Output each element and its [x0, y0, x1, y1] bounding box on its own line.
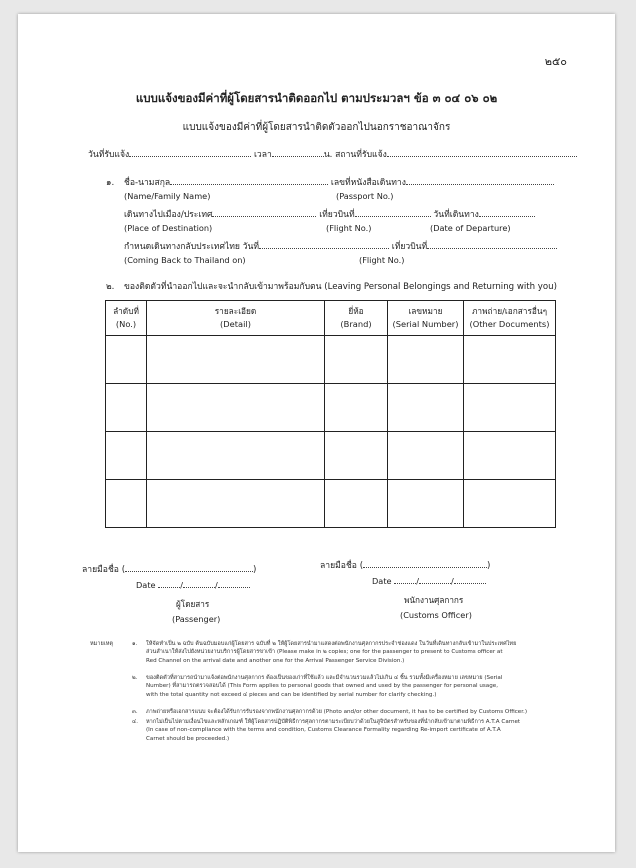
note-1-number: ๑. — [132, 641, 138, 647]
return-date-field[interactable] — [259, 240, 389, 249]
page-number: ๒๕๐ — [544, 55, 567, 68]
passenger-date-line: Date / / — [136, 579, 250, 590]
officer-title-th: พนักงานศุลกากร — [404, 595, 464, 605]
flight-en: (Flight No.) — [326, 223, 372, 233]
passenger-date-year[interactable] — [218, 579, 250, 588]
table-cell[interactable] — [106, 432, 147, 480]
note-1: ให้จัดทำเป็น ๒ ฉบับ ต้นฉบับมอบแก่ผู้โดยสาร ฉบับที่ ๒ ให้ผู้โดยสารนำมาแสดงต่อพนักงานศุลกากรประจำช่องแดง ในวันที่เดินทางกลับเข้ามาในประเทศไทย ส่วนสำเนาให้ส่งไปยังหน่วยงานบริการผู้โดยสารขาเข้า (Please make in ๒ copies; one for the passenger to present to Customs officer at Red Channel on the arrival date and another one for the Arrival Passenger Service Division.) — [146, 641, 517, 664]
table-cell[interactable] — [388, 384, 464, 432]
report-place-label: สถานที่รับแจ้ง — [335, 150, 387, 160]
departure-en: (Date of Departure) — [430, 223, 511, 233]
note-3-number: ๓. — [132, 709, 138, 715]
form-title: แบบแจ้งของมีค่าที่ผู้โดยสารนำติดออกไป ตามประมวลฯ ข้อ ๓ ๐๔ ๐๖ ๐๒ — [135, 91, 498, 105]
table-cell[interactable] — [464, 480, 556, 528]
flight-field[interactable] — [355, 208, 431, 217]
table-cell[interactable] — [147, 384, 325, 432]
table-cell[interactable] — [388, 480, 464, 528]
officer-date-line: Date / / — [372, 575, 486, 586]
table-cell[interactable] — [147, 480, 325, 528]
table-cell[interactable] — [464, 432, 556, 480]
col-no-header: ลำดับที่ (No.) — [106, 301, 147, 336]
table-cell[interactable] — [147, 432, 325, 480]
passport-field[interactable] — [406, 176, 554, 185]
passport-label: เลขที่หนังสือเดินทาง — [330, 178, 406, 188]
table-cell[interactable] — [388, 432, 464, 480]
officer-title-en: (Customs Officer) — [400, 610, 472, 620]
name-en: (Name/Family Name) — [124, 191, 211, 201]
table-cell[interactable] — [106, 384, 147, 432]
note-4: หากไม่เป็นไปตามเงื่อนไขและหลักเกณฑ์ ให้ผู้โดยสารปฏิบัติพิธีการศุลกากรตามระเบียบว่าด้วยในสูจิบัตรสำหรับของที่นำกลับเข้ามาตามพิธีการ A.T.A Carnet (In case of non-compliance with the terms and condition, Customs Clearance Formality regarding Re-import certificate of A.T.A Carnet should be proceeded.) — [146, 719, 521, 742]
col-brand-header: ยี่ห้อ (Brand) — [325, 301, 388, 336]
name-label: ชื่อ-นามสกุล — [124, 178, 171, 188]
officer-date-label: Date — [372, 576, 392, 586]
table-row — [106, 480, 556, 528]
table-cell[interactable] — [464, 384, 556, 432]
report-date-line — [88, 147, 577, 161]
table-cell[interactable] — [325, 432, 388, 480]
officer-signature-label: ลายมือชื่อ — [320, 561, 357, 571]
flight-label: เที่ยวบินที่ — [319, 210, 355, 220]
notes-heading: หมายเหตุ — [90, 641, 114, 647]
report-time-field[interactable] — [272, 148, 324, 157]
passenger-signature-field[interactable] — [125, 563, 253, 572]
section2-number: ๒. — [106, 282, 115, 292]
col-detail-header: รายละเอียด (Detail) — [147, 301, 325, 336]
table-row — [106, 384, 556, 432]
form-page — [18, 14, 615, 852]
note-3: ภาพถ่ายหรือเอกสารแนบ จะต้องได้รับการรับรองจากพนักงานศุลกากรด้วย (Photo and/or other document, it has to be certified by Customs Officer.) — [146, 709, 527, 715]
table-header-row — [106, 301, 556, 336]
table-row — [106, 336, 556, 384]
passenger-title-en: (Passenger) — [172, 614, 221, 624]
table-cell[interactable] — [106, 336, 147, 384]
col-serial-header: เลขหมาย (Serial Number) — [388, 301, 464, 336]
table-cell[interactable] — [464, 336, 556, 384]
table-cell[interactable] — [388, 336, 464, 384]
form-subtitle: แบบแจ้งของมีค่าที่ผู้โดยสารนำติดตัวออกไปนอกราชอาณาจักร — [182, 122, 451, 133]
officer-signature-line: ลายมือชื่อ ( ) — [320, 561, 491, 571]
return-en: (Coming Back to Thailand on) — [124, 255, 246, 265]
report-place-field[interactable] — [387, 148, 577, 157]
destination-en: (Place of Destination) — [124, 223, 213, 233]
passport-en: (Passport No.) — [336, 191, 394, 201]
return-date-label: กำหนดเดินทางกลับประเทศไทย วันที่ — [124, 242, 260, 252]
report-date-field[interactable] — [129, 148, 251, 157]
belongings-table — [105, 300, 556, 528]
name-line — [124, 175, 554, 189]
col-docs-header: ภาพถ่าย/เอกสารอื่นๆ (Other Documents) — [464, 301, 556, 336]
name-field[interactable] — [170, 176, 328, 185]
section1-number: ๑. — [106, 178, 115, 188]
table-cell[interactable] — [106, 480, 147, 528]
table-cell[interactable] — [147, 336, 325, 384]
officer-date-day[interactable] — [394, 575, 416, 584]
passenger-date-day[interactable] — [158, 579, 180, 588]
passenger-signature-line: ลายมือชื่อ ( ) — [82, 565, 257, 575]
passenger-title-th: ผู้โดยสาร — [176, 599, 210, 609]
officer-date-year[interactable] — [454, 575, 486, 584]
departure-label: วันที่เดินทาง — [433, 210, 479, 220]
departure-field[interactable] — [479, 208, 535, 217]
return-flight-field[interactable] — [427, 240, 557, 249]
note-2-number: ๒. — [132, 675, 138, 681]
table-cell[interactable] — [325, 480, 388, 528]
return-flight-label: เที่ยวบินที่ — [391, 242, 428, 252]
destination-field[interactable] — [212, 208, 316, 217]
note-2: ของติดตัวที่สามารถนำมาแจ้งต่อพนักงานศุลกากร ต้องเป็นของเก่าที่ใช้แล้ว และมีจำนวนรวมแล้วไม่เกิน ๔ ชิ้น รวมทั้งมีเครื่องหมาย เลขหมาย (Serial Number) ที่สามารถตรวจสอบได้ (This Form applies to personal goods that owned and used by the passenger for personal usage, with the total quantity not exceed ๔ pieces and can be identified by serial number for clarify checking.) — [146, 675, 503, 698]
note-4-number: ๔. — [132, 719, 139, 725]
destination-label: เดินทางไปเมือง/ประเทศ — [124, 210, 213, 220]
report-time-label: เวลา — [253, 150, 272, 160]
officer-signature-field[interactable] — [363, 559, 487, 568]
passenger-date-month[interactable] — [183, 579, 215, 588]
officer-date-month[interactable] — [419, 575, 451, 584]
report-date-label: วันที่รับแจ้ง — [88, 150, 130, 160]
return-flight-en: (Flight No.) — [359, 255, 405, 265]
passenger-signature-label: ลายมือชื่อ — [82, 565, 119, 575]
table-row — [106, 432, 556, 480]
table-cell[interactable] — [325, 336, 388, 384]
return-line — [124, 239, 557, 253]
destination-line — [124, 207, 535, 221]
section2-label: ของติดตัวที่นำออกไปและจะนำกลับเข้ามาพร้อมกับตน (Leaving Personal Belongings and Returning with you) — [124, 282, 557, 292]
time-unit: น. — [323, 150, 333, 160]
passenger-date-label: Date — [136, 580, 156, 590]
table-cell[interactable] — [325, 384, 388, 432]
